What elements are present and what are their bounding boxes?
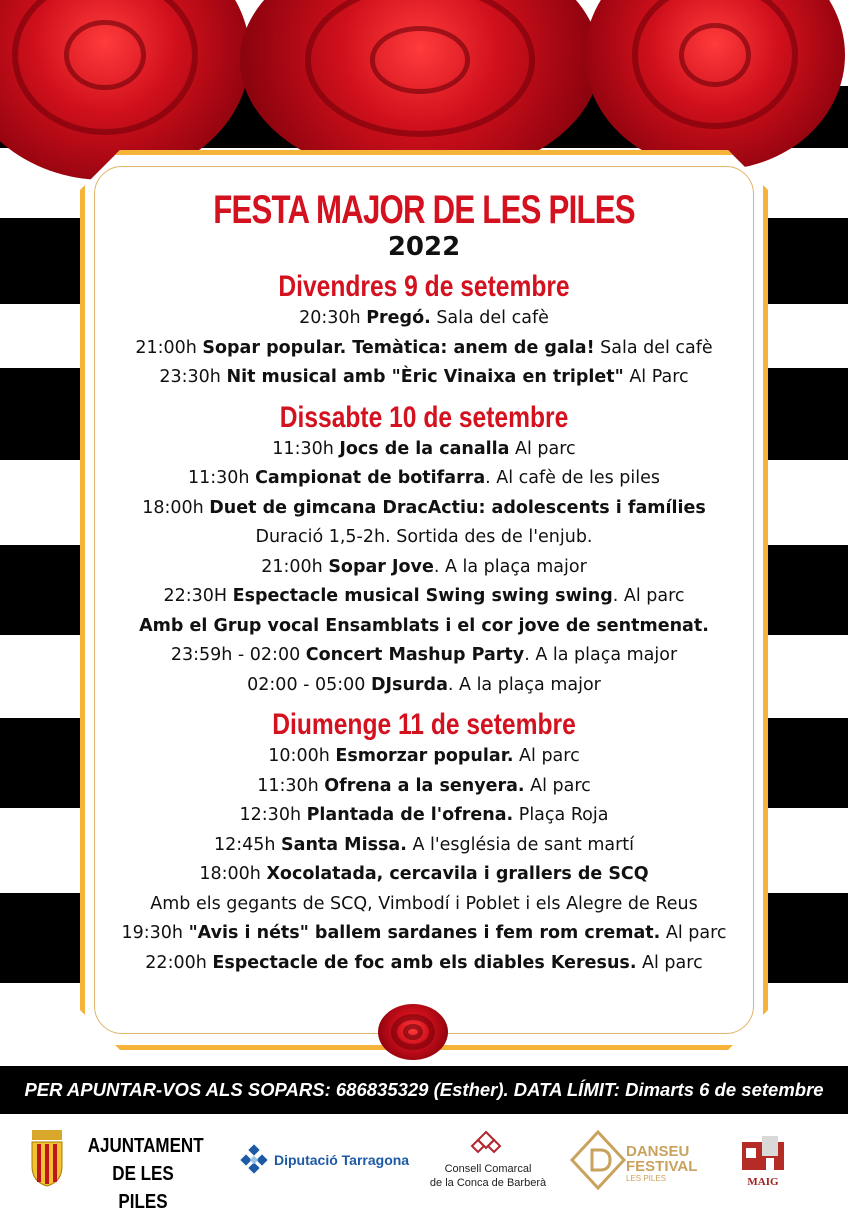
event-time: Amb els gegants de SCQ, Vimbodí i Poblet i els Alegre de Reus (150, 893, 698, 914)
event-line (92, 612, 756, 642)
event-place: Plaça Roja (513, 805, 609, 825)
maig-festival-icon (740, 1132, 786, 1172)
event-place: Al parc (509, 438, 576, 459)
event-line (92, 523, 756, 553)
consell-line2: de la Conca de Barberà (429, 1177, 547, 1189)
consell-comarcal-logo (428, 1162, 548, 1190)
event-line (92, 435, 756, 465)
event-time: 21:00h (261, 556, 329, 577)
event-time: Duració 1,5-2h. Sortida des de l'enjub. (255, 527, 593, 547)
event-time: 11:30h (272, 438, 340, 459)
event-time: 12:45h (213, 834, 282, 855)
sponsor-logos (0, 1120, 848, 1213)
event-line (92, 494, 756, 524)
event-name: Nit musical amb "Èric Vinaixa en triplet" (226, 367, 624, 387)
event-line (92, 742, 756, 772)
event-time: 12:30h (239, 805, 307, 825)
diputacio-icon (238, 1144, 270, 1176)
event-name: Pregó. (366, 308, 431, 328)
event-time: 02:00 - 05:00 (247, 674, 372, 695)
event-time: 18:00h (142, 497, 210, 518)
event-place: . Al parc (612, 586, 685, 606)
event-line (92, 304, 756, 334)
event-name: Espectacle de foc amb els diables Keresus. (212, 952, 637, 973)
event-name: Santa Missa. (281, 834, 407, 855)
danseu-line1: DANSEU (626, 1143, 690, 1160)
ajuntament-crest-icon (28, 1128, 66, 1188)
ajuntament-line1: AJUNTAMENT (87, 1135, 204, 1157)
event-place: Al Parc (623, 367, 689, 387)
sopars-notice: PER APUNTAR-VOS ALS SOPARS: 686835329 (Esther). DATA LÍMIT: Dimarts 6 de setembre (0, 1066, 848, 1114)
page-title: FESTA MAJOR DE LES PILES (213, 188, 635, 232)
event-place: . Al cafè de les piles (485, 468, 660, 488)
event-time: 11:30h (188, 468, 256, 488)
event-place: . A la plaça major (433, 556, 587, 577)
event-line (92, 919, 756, 949)
ajuntament-logo (87, 1132, 204, 1216)
event-line (92, 334, 756, 364)
event-line (92, 464, 756, 494)
event-time: 18:00h (199, 864, 267, 884)
event-time: 22:00h (145, 952, 213, 973)
event-name: "Avis i néts" ballem sardanes i fem rom cremat. (188, 923, 661, 943)
program-days (92, 270, 756, 978)
event-line (92, 363, 756, 393)
day-heading: Divendres 9 de setembre (278, 270, 570, 303)
event-place: Sala del cafè (594, 337, 713, 358)
event-name: Esmorzar popular. (335, 746, 514, 766)
event-time: 19:30h (121, 923, 189, 943)
event-line (92, 949, 756, 979)
event-name: Espectacle musical Swing swing swing (232, 586, 613, 606)
event-line (92, 890, 756, 920)
event-line (92, 860, 756, 890)
maig-festival-logo: MAIG (747, 1176, 779, 1188)
event-place: A l'església de sant martí (406, 834, 635, 855)
day-section (92, 708, 756, 978)
danseu-icon (570, 1130, 626, 1190)
event-place: Al parc (636, 952, 703, 973)
day-heading: Dissabte 10 de setembre (279, 400, 569, 434)
event-name: Ofrena a la senyera. (324, 775, 525, 796)
event-time: 10:00h (268, 746, 336, 766)
event-place: Al parc (660, 923, 727, 943)
event-name: Sopar Jove (328, 556, 434, 577)
event-name: Sopar popular. Temàtica: anem de gala! (202, 337, 595, 358)
event-line (92, 582, 756, 612)
event-line (92, 831, 756, 861)
danseu-line2: FESTIVAL (626, 1158, 698, 1175)
event-name: Concert Mashup Party (305, 645, 525, 665)
event-line (92, 801, 756, 831)
consell-icon (470, 1130, 502, 1156)
event-place: . A la plaça major (524, 645, 678, 665)
event-time: 21:00h (135, 337, 203, 358)
diputacio-logo: Diputació Tarragona (274, 1152, 410, 1168)
small-rose-image (378, 1004, 448, 1060)
program-content (92, 188, 756, 986)
event-line (92, 671, 756, 701)
event-place: Sala del cafè (430, 308, 549, 328)
event-name: DJsurda (371, 674, 448, 695)
event-line (92, 641, 756, 671)
day-heading: Diumenge 11 de setembre (272, 708, 576, 741)
event-time: 20:30h (299, 308, 367, 328)
event-time: 22:30H (163, 586, 233, 606)
event-name: Jocs de la canalla (339, 438, 510, 459)
event-name: Amb el Grup vocal Ensamblats i el cor jove de sentmenat. (139, 615, 709, 636)
danseu-logo (626, 1144, 697, 1183)
day-section (92, 401, 756, 701)
danseu-sub: LES PILES (626, 1174, 667, 1183)
event-time: 23:30h (159, 367, 227, 387)
day-section (92, 270, 756, 393)
event-name: Duet de gimcana DracActiu: adolescents i famílies (209, 497, 706, 518)
event-line (92, 772, 756, 802)
ajuntament-line2: DE LES PILES (112, 1163, 174, 1213)
event-place: . A la plaça major (447, 674, 601, 695)
event-place: Al parc (513, 746, 580, 766)
event-place: Al parc (524, 775, 591, 796)
event-time: 11:30h (257, 775, 325, 796)
event-name: Plantada de l'ofrena. (306, 805, 514, 825)
year: 2022 (387, 232, 461, 262)
event-name: Xocolatada, cercavila i grallers de SCQ (266, 864, 649, 884)
event-line (92, 553, 756, 583)
event-name: Campionat de botifarra (255, 468, 486, 488)
event-time: 23:59h - 02:00 (170, 645, 306, 665)
consell-line1: Consell Comarcal (444, 1163, 532, 1175)
